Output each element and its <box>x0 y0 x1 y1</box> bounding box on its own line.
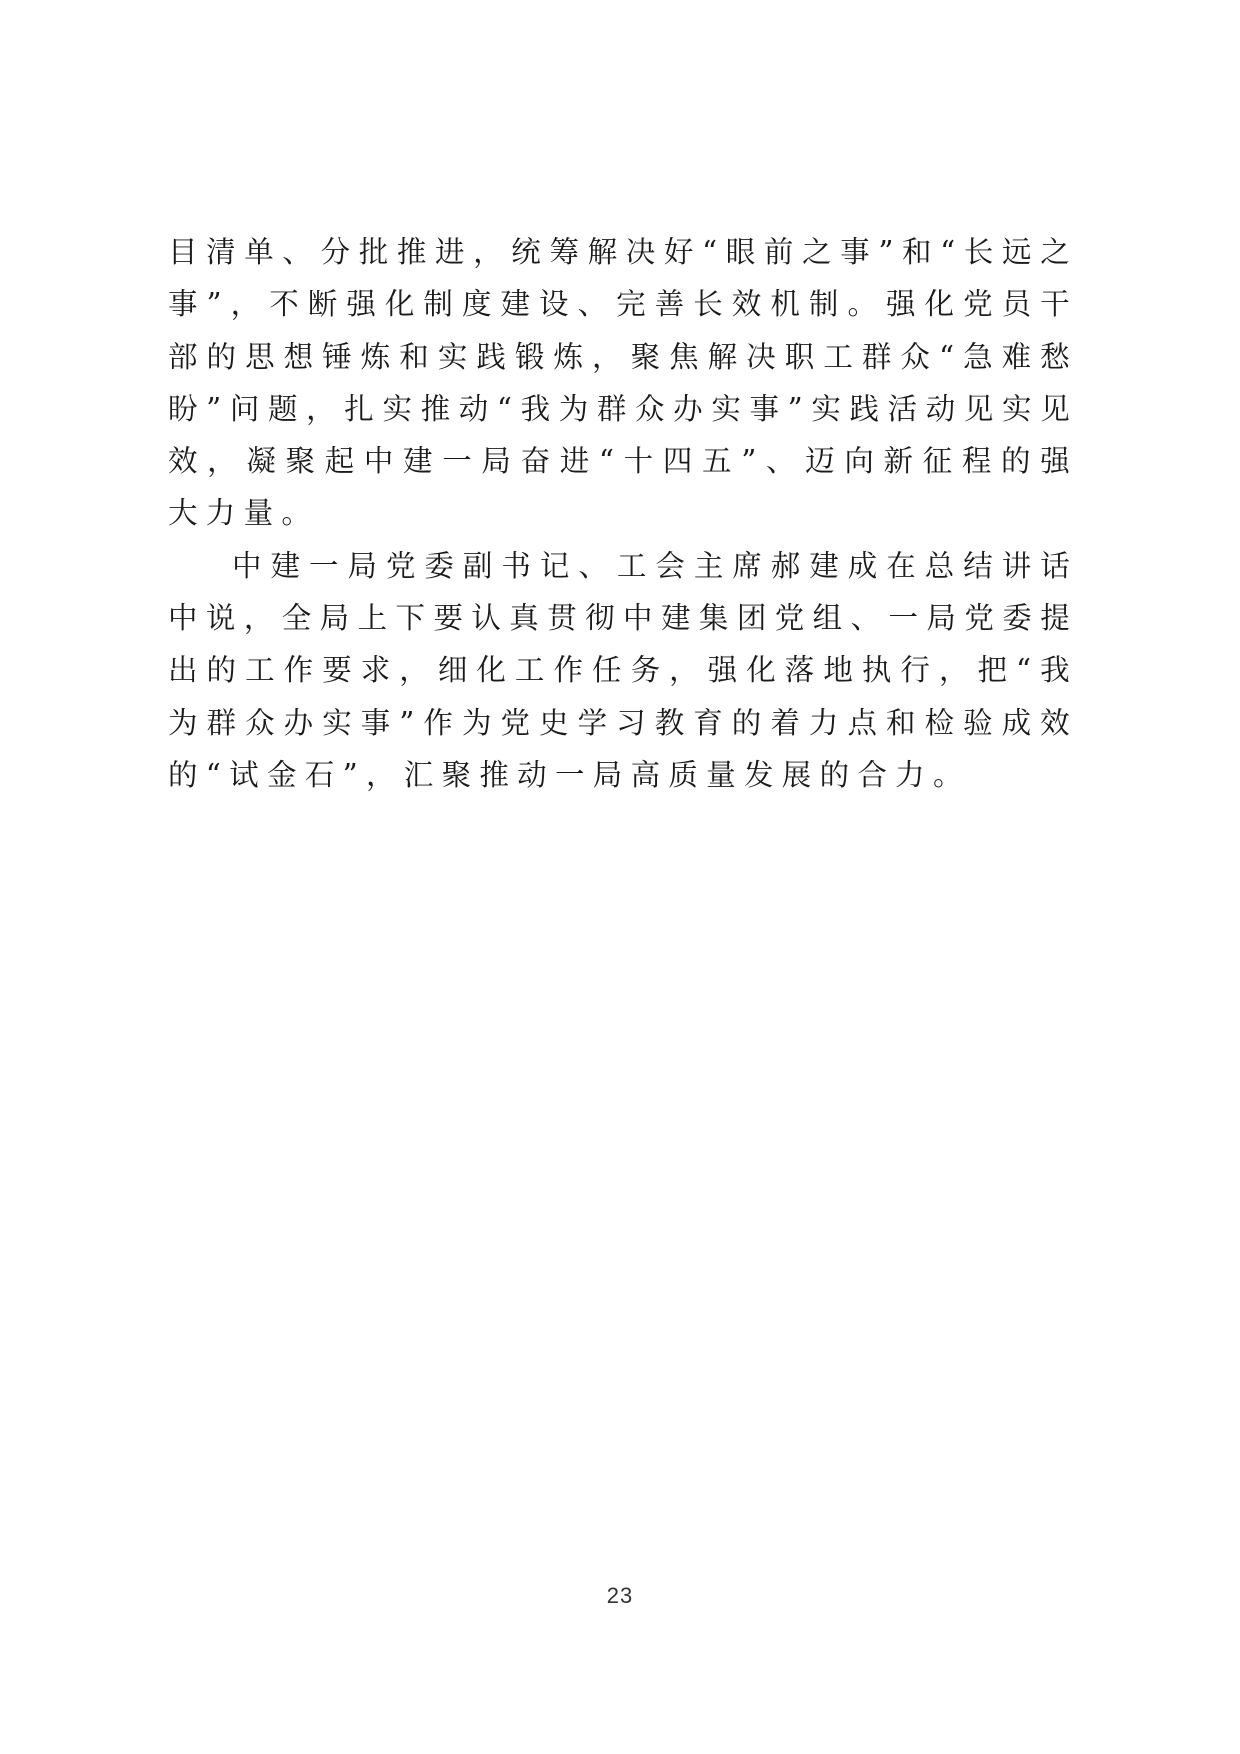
paragraph-continued: 目清单、分批推进，统筹解决好“眼前之事”和“长远之事”，不断强化制度建设、完善长效机制。强化党员干部的思想锤炼和实践锻炼，聚焦解决职工群众“急难愁盼”问题，扎实推动“我为群众办实事”实践活动见实见效，凝聚起中建一局奋进“十四五”、迈向新征程的强大力量。 <box>168 235 1078 531</box>
page-number: 23 <box>606 1583 634 1608</box>
document-body <box>168 226 1078 801</box>
paragraph-summary-speech: 中建一局党委副书记、工会主席郝建成在总结讲话中说，全局上下要认真贯彻中建集团党组、一局党委提出的工作要求，细化工作任务，强化落地执行，把“我为群众办实事”作为党史学习教育的着力点和检验成效的“试金石”，汇聚推动一局高质量发展的合力。 <box>168 548 1078 792</box>
